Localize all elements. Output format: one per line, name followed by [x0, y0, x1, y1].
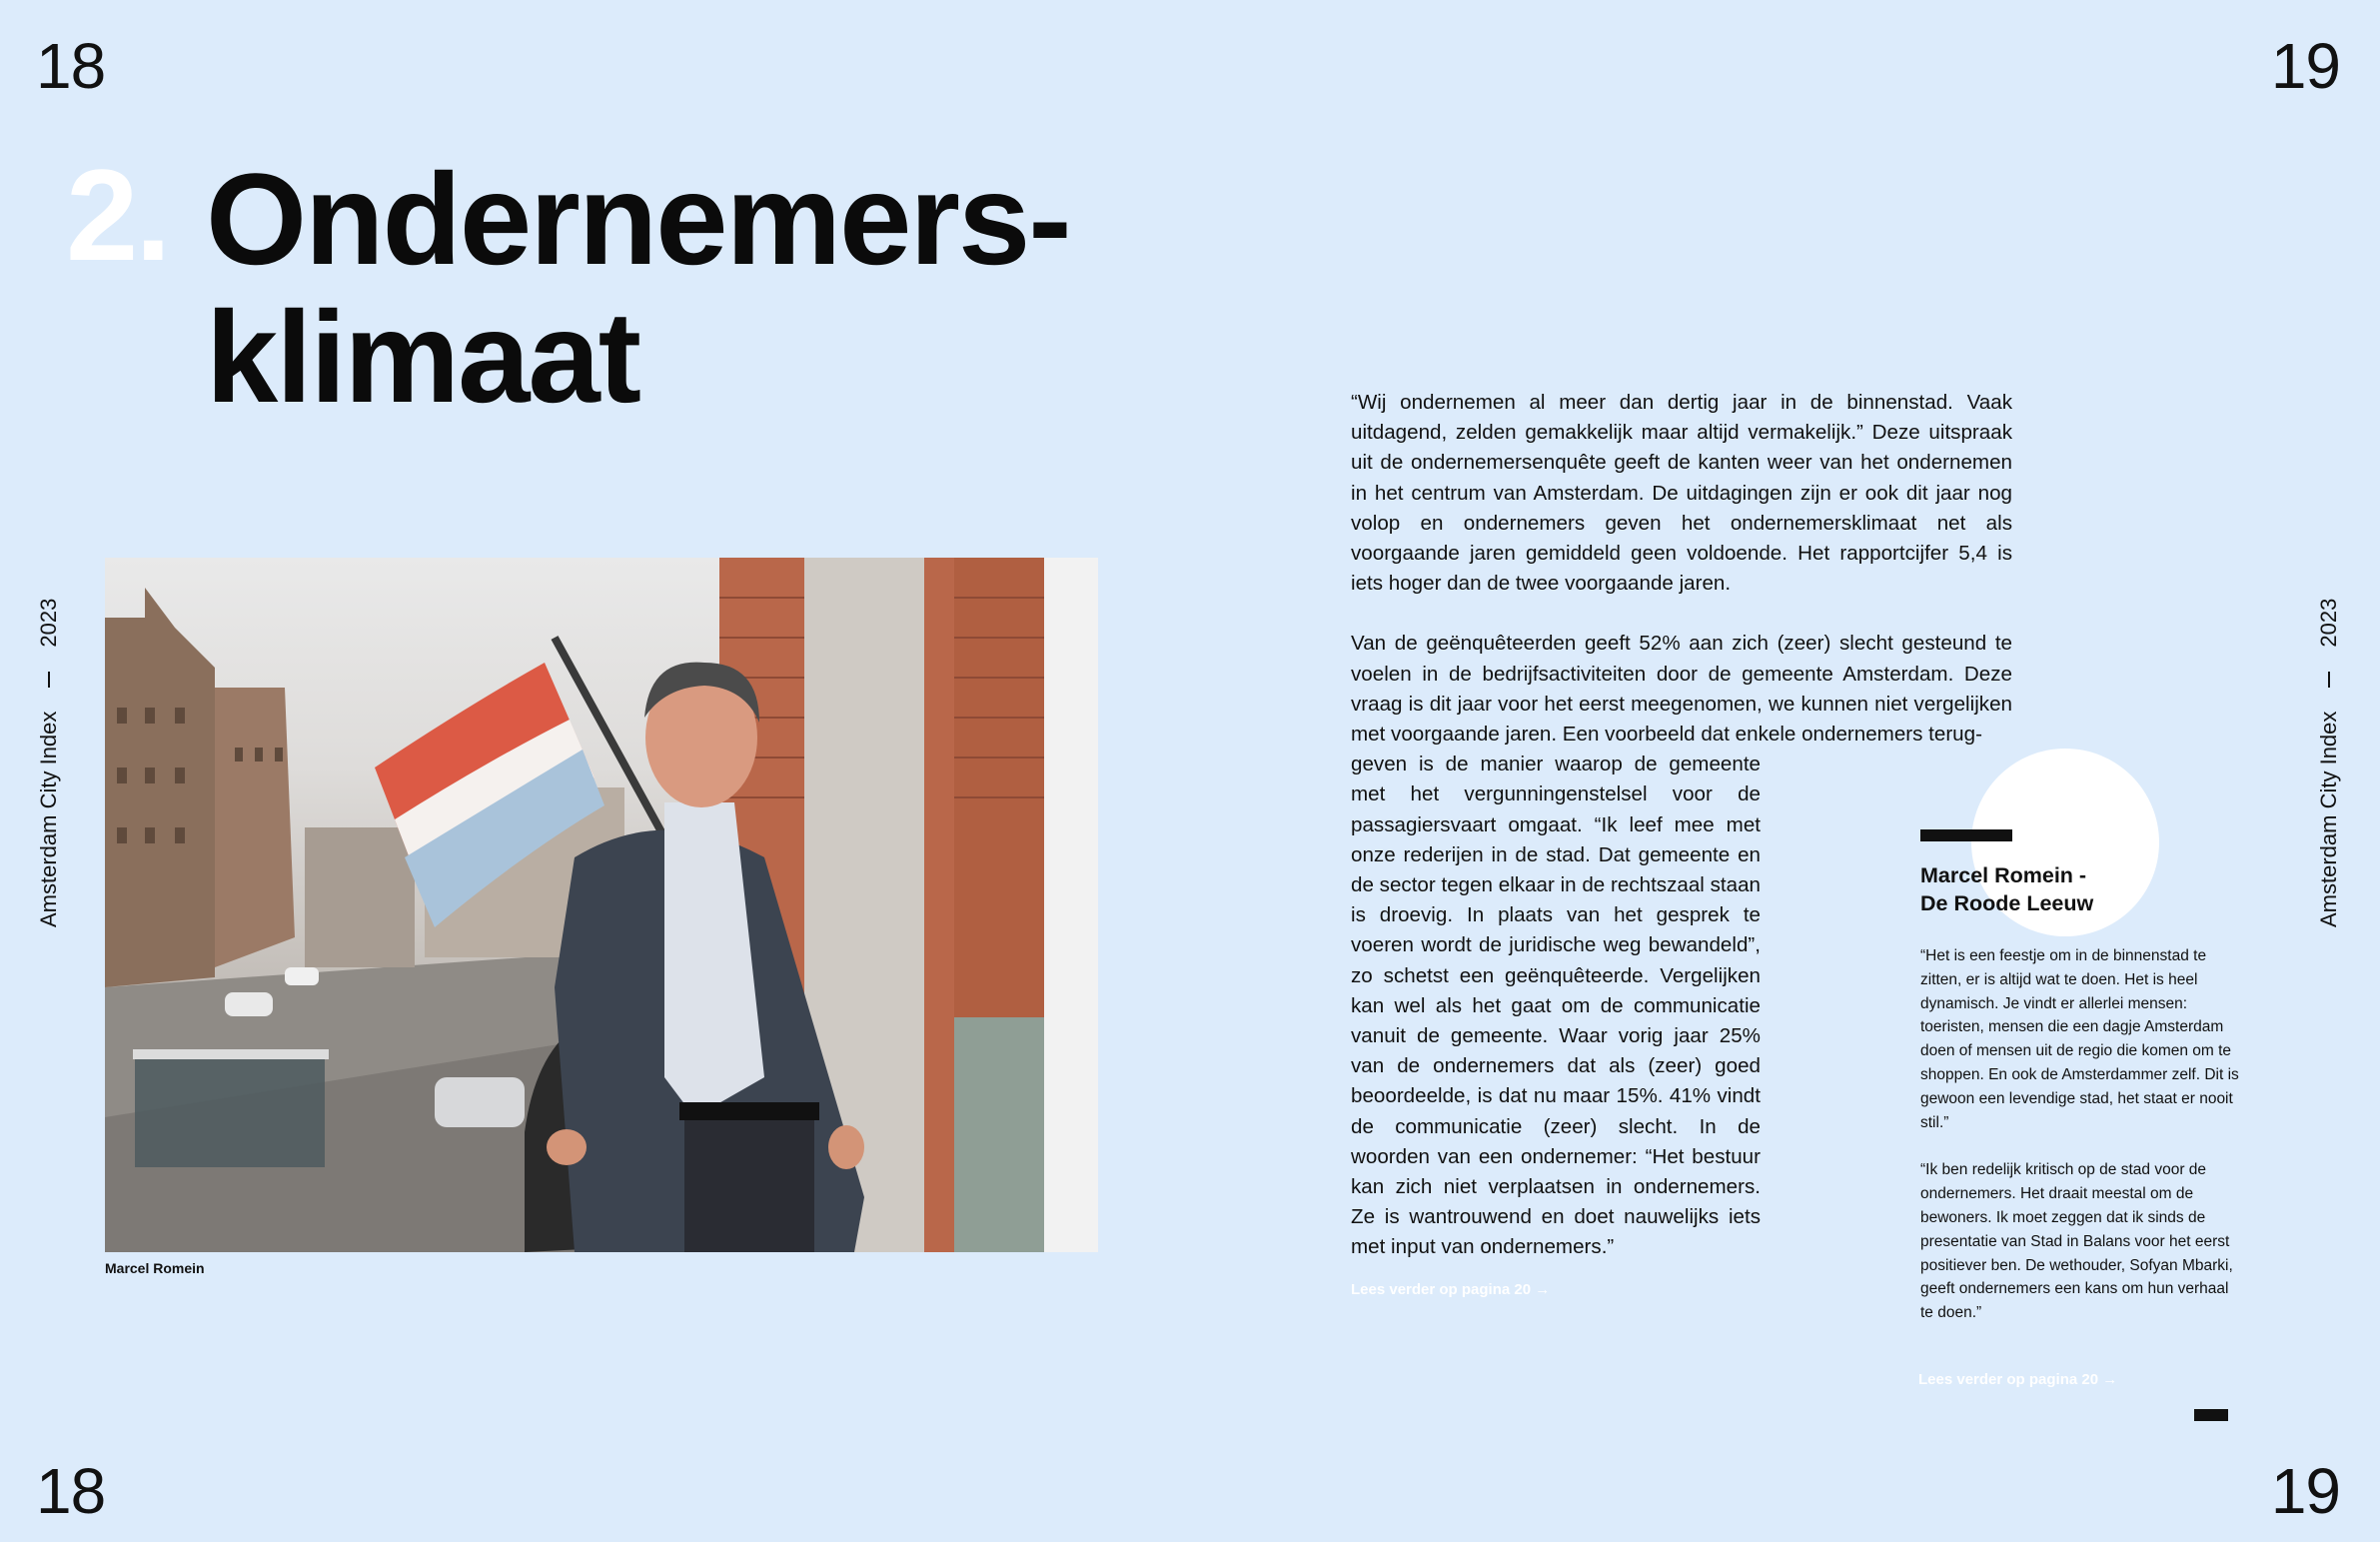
article-paragraph-2-narrow: geven is de manier waarop de gemeente met het vergunningenstelsel voor de passagiersvaart omgaat. “Ik leef mee met onze rederijen in de stad. Dat gemeente en de sector tegen elkaar in de rechtszaal staan is droevig. In plaats van het gesprek te voeren wordt de juridische weg bewandeld”, zo schetst een geënquêteerde. Vergelijken kan wel als het gaat om de communicatie vanuit de gemeente. Waar vorig jaar 25% van de ondernemers dat als (zeer) goed beoordeelde, is dat nu maar 15%. 41% vindt de communicatie (zeer) slecht. In de woorden van een ondernemer: “Het bestuur kan zich niet verplaatsen in ondernemers. Ze is wantrouwend en doet nauwelijks iets met input van ondernemers.”	[1351, 753, 1761, 1259]
sidebar-read-more-link[interactable]: Lees verder op pagina 20 →	[1918, 1371, 2118, 1388]
side-label-right	[2316, 599, 2342, 927]
page-number-left-bottom: 18	[36, 1455, 106, 1527]
end-marker-bar	[2194, 1409, 2228, 1421]
article-paragraph-1: “Wij ondernemen al meer dan dertig jaar in de binnenstad. Vaak uitdagend, zelden gemakkelijk maar altijd vermakelijk.” Deze uitspraak uit de ondernemersenquête geeft de kanten weer van het ondernemen in het centrum van Amsterdam. De uitdagingen zijn er ook dit jaar nog volop en ondernemers geven het ondernemersklimaat net als voorgaande jaren gemiddeld geen voldoende. Het rapportcijfer 5,4 is iets hoger dan de twee voorgaande jaren.	[1351, 391, 2012, 596]
publication-name: Amsterdam City Index	[2316, 711, 2341, 927]
chapter-number: 2.	[66, 142, 169, 288]
article-paragraph-2-wide: Van de geënquêteerden geeft 52% aan zich (zeer) slecht gesteund te voelen in de bedrijfsactiviteiten door de gemeente Amsterdam. Deze vraag is dit jaar voor het eerst meegenomen, we kunnen niet vergelijken met voorgaande jaren. Een voorbeeld dat enkele ondernemers terug-	[1351, 632, 2012, 747]
divider	[2328, 672, 2330, 688]
portrait-photo	[105, 558, 1098, 1252]
accent-bar	[1920, 829, 2012, 841]
photo-caption: Marcel Romein	[105, 1260, 205, 1276]
page-number-left: 18	[36, 30, 106, 102]
publication-name: Amsterdam City Index	[36, 711, 61, 927]
sidebar-name: Marcel Romein -	[1920, 863, 2087, 887]
publication-year: 2023	[36, 598, 61, 648]
page-number-right: 19	[2270, 30, 2340, 102]
sidebar-title	[1920, 861, 2093, 917]
sidebar-quote-1: “Het is een feestje om in de binnenstad te zitten, er is altijd wat te doen. Het is heel dynamisch. Je vindt er allerlei mensen: toeristen, mensen die een dagje Amsterdam doen of mensen uit de regio die komen om te shoppen. En ook de Amsterdammer zelf. Dit is gewoon een levendige stad, het staat er nooit stil.”	[1920, 947, 2239, 1131]
sidebar-business: De Roode Leeuw	[1920, 891, 2094, 915]
page-number-right-bottom: 19	[2270, 1455, 2340, 1527]
sidebar-quotes	[1920, 944, 2245, 1349]
article-body	[1351, 388, 2012, 1263]
read-more-link[interactable]: Lees verder op pagina 20 →	[1351, 1281, 1551, 1298]
chapter-title-line2: klimaat	[206, 284, 640, 430]
sidebar-quote-2: “Ik ben redelijk kritisch op de stad voor de ondernemers. Het draait meestal om de bewoners. Ik moet zeggen dat ik sinds de presentatie van Stad in Balans voor het eerst positiever ben. De wethouder, Sofyan Mbarki, geeft ondernemers een kans om hun verhaal te doen.”	[1920, 1161, 2233, 1322]
chapter-title	[206, 146, 1070, 430]
divider	[48, 672, 50, 688]
side-label-left	[36, 599, 62, 927]
chapter-title-line1: Ondernemers-	[206, 146, 1070, 292]
article-paragraph-2	[1351, 629, 2012, 1262]
photo-illustration	[105, 558, 1098, 1252]
publication-year: 2023	[2316, 598, 2341, 648]
